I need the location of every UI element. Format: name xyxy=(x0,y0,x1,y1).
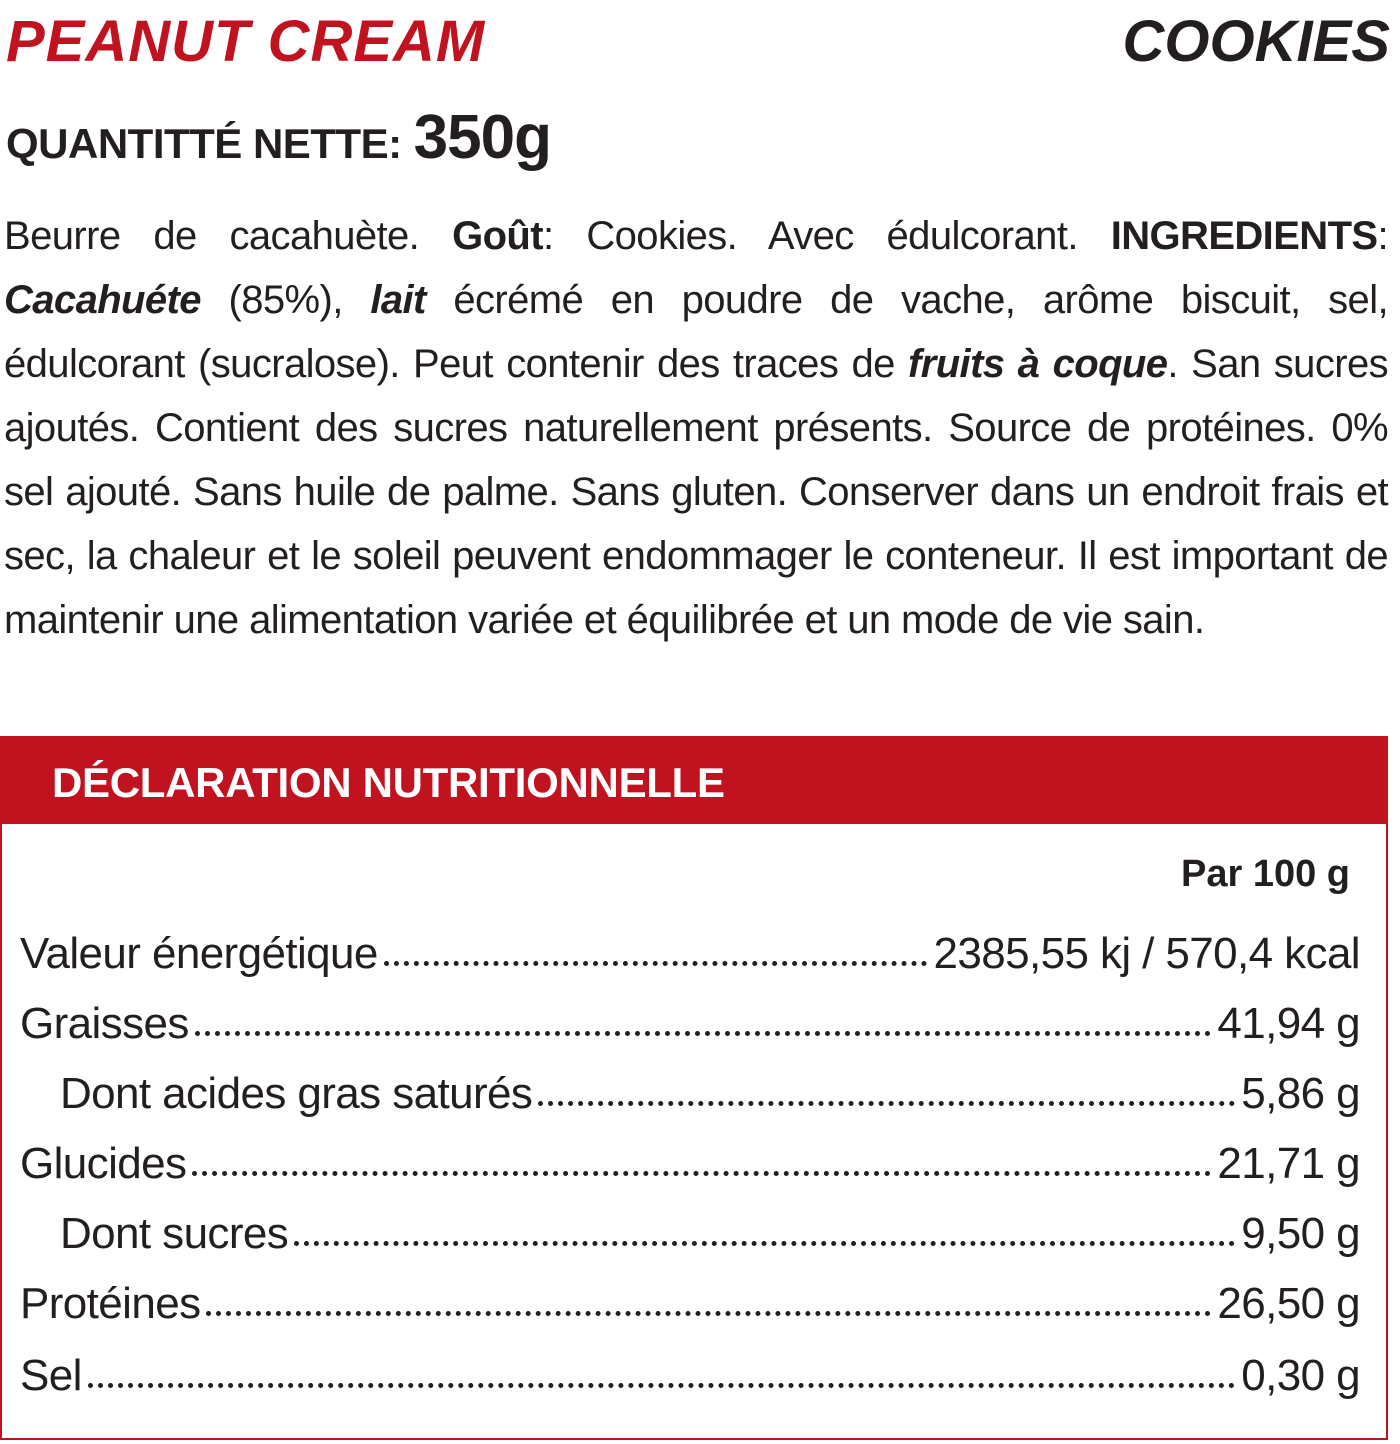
desc-text: (85%), xyxy=(200,278,371,322)
desc-text: Beurre de cacahuète. xyxy=(4,214,453,258)
nutrition-label: Dont sucres xyxy=(60,1209,289,1258)
nutrition-value: 21,71 g xyxy=(1217,1139,1360,1188)
net-quantity-label: QUANTITTÉ NETTE: xyxy=(6,120,402,167)
nutrition-row-energy xyxy=(20,926,1360,982)
desc-text: : Cookies. Avec édulcorant. xyxy=(542,214,1111,258)
dot-leader xyxy=(206,1311,1211,1316)
ingredients-description xyxy=(4,204,1388,652)
allergen-peanut: Cacahuéte xyxy=(4,278,201,322)
allergen-nuts: fruits à coque xyxy=(908,342,1168,386)
nutrition-panel xyxy=(0,736,1388,1440)
nutrition-label: Dont acides gras saturés xyxy=(60,1069,533,1118)
net-quantity xyxy=(6,102,551,182)
nutrition-value: 9,50 g xyxy=(1241,1209,1360,1258)
dot-leader xyxy=(192,1171,1211,1176)
nutrition-row-saturated-fat xyxy=(60,1066,1360,1122)
nutrition-header xyxy=(2,736,1386,824)
nutrition-value: 5,86 g xyxy=(1241,1069,1360,1118)
nutrition-row-sugars xyxy=(60,1206,1360,1262)
nutrition-label: Glucides xyxy=(20,1139,187,1188)
nutrition-row-protein xyxy=(20,1276,1360,1332)
nutrition-label: Sel xyxy=(20,1351,82,1400)
nutrition-value: 41,94 g xyxy=(1217,999,1360,1048)
dot-leader xyxy=(294,1241,1235,1246)
nutrition-title: DÉCLARATION NUTRITIONNELLE xyxy=(52,759,725,806)
nutrition-value: 26,50 g xyxy=(1217,1279,1360,1328)
nutrition-label: Graisses xyxy=(20,999,189,1048)
desc-text: écrémé en poudre de vache, arôme biscuit, sel, édulcorant (sucralose). Peut contenir des traces de xyxy=(4,278,1388,386)
nutrition-value: 2385,55 kj / 570,4 kcal xyxy=(933,929,1360,978)
product-name: PEANUT CREAM xyxy=(6,9,486,74)
nutrition-row-salt xyxy=(20,1348,1360,1404)
per-100g-label: Par 100 g xyxy=(1181,853,1350,895)
desc-text: : xyxy=(1377,214,1388,258)
dot-leader xyxy=(538,1101,1235,1106)
net-quantity-value: 350g xyxy=(413,103,551,172)
allergen-milk: lait xyxy=(370,278,426,322)
dot-leader xyxy=(195,1031,1212,1036)
nutrition-label: Protéines xyxy=(20,1279,201,1328)
desc-text: . San sucres ajoutés. Contient des sucres naturellement présents. Source de protéines. 0% sel ajouté. Sans huile de palme. Sans gluten. Conserver dans un endroit frais et sec, la chaleur et le soleil peuvent endommager le conteneur. Il est important de maintenir une alimentation variée et équilibrée et un mode de vie sain. xyxy=(4,342,1388,642)
flavor-label: COOKIES xyxy=(1122,9,1390,74)
nutrition-label: Valeur énergétique xyxy=(20,929,378,978)
nutrition-row-carbohydrates xyxy=(20,1136,1360,1192)
desc-bold: INGREDIENTS xyxy=(1110,214,1378,258)
nutrition-value: 0,30 g xyxy=(1241,1351,1360,1400)
dot-leader xyxy=(384,961,928,966)
dot-leader xyxy=(88,1383,1235,1388)
nutrition-row-fat xyxy=(20,996,1360,1052)
desc-bold: Goût xyxy=(452,214,543,258)
